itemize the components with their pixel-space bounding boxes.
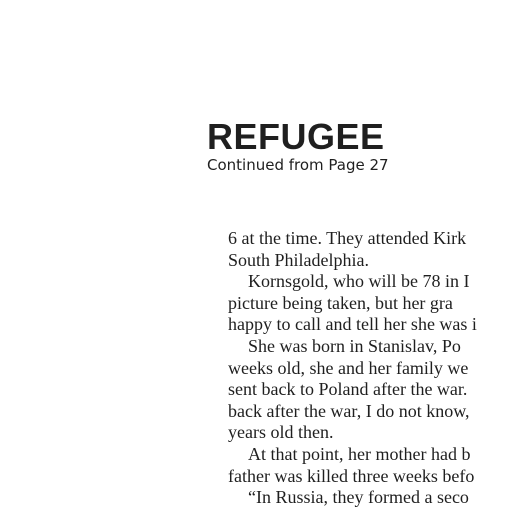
body-text-line: sent back to Poland after the war.: [228, 379, 468, 400]
body-text-line: father was killed three weeks befo: [228, 465, 475, 486]
article-body: [228, 228, 512, 509]
body-text-line: “In Russia, they formed a seco: [248, 487, 469, 508]
body-text-line: At that point, her mother had b: [248, 443, 471, 464]
body-text-line: Kornsgold, who will be 78 in I: [248, 271, 470, 292]
body-text-line: 6 at the time. They attended Kirk: [228, 228, 467, 248]
body-text-line: years old then.: [228, 422, 334, 443]
article-headline: REFUGEE: [207, 116, 385, 157]
body-text-line: South Philadelphia.: [228, 249, 369, 270]
body-text-line: picture being taken, but her gra: [228, 292, 453, 313]
body-text-line: back after the war, I do not know,: [228, 400, 470, 421]
body-text-line: She was born in Stanislav, Po: [248, 335, 461, 356]
body-text-line: happy to call and tell her she was i: [228, 314, 477, 335]
continued-from-line: Continued from Page 27: [207, 156, 389, 174]
body-text-line: weeks old, she and her family we: [228, 357, 469, 378]
